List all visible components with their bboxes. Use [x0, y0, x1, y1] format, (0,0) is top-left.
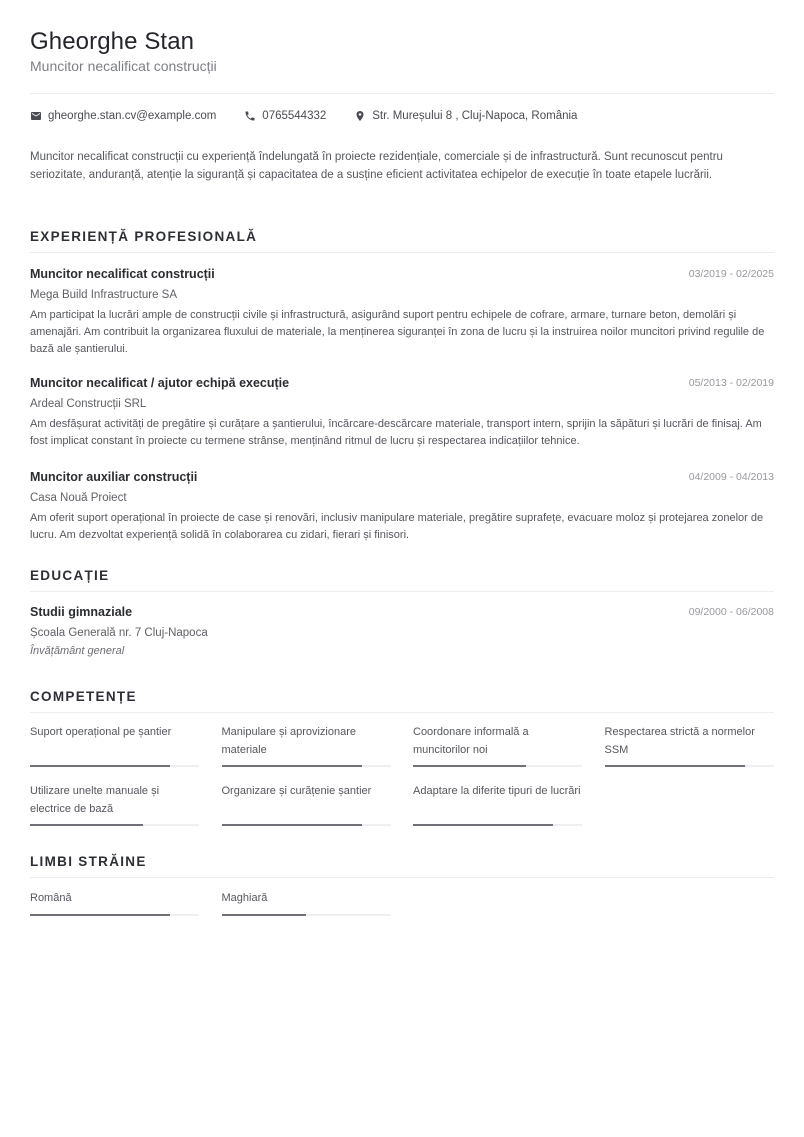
skill-item [413, 783, 582, 826]
job-title: Muncitor necalificat construcții [30, 267, 215, 281]
experience-item [30, 470, 774, 544]
skill-item [30, 783, 199, 826]
skill-level-bar [605, 765, 774, 767]
skills-grid [30, 724, 774, 826]
job-description: Am desfășurat activități de pregătire și curățare a șantierului, încărcare-descărcare materiale, transport intern, sprijin la săpături și lucrări de finisaj. Am fost implicat constant în proiecte cu termene strânse, menținând ritmul de lucru și respectarea indicațiilor tehnice. [30, 418, 762, 447]
skill-label: Suport operațional pe șantier [30, 726, 172, 738]
education-item [30, 605, 774, 657]
degree-title: Studii gimnaziale [30, 605, 133, 619]
language-level-fill [30, 914, 170, 916]
mail-icon [30, 110, 42, 122]
phone-icon [244, 110, 256, 122]
skill-level-bar [413, 765, 582, 767]
section-divider [30, 712, 774, 713]
experience-item [30, 267, 774, 358]
job-dates: 03/2019 - 02/2025 [688, 268, 774, 280]
section-title-skills: COMPETENȚE [30, 689, 137, 704]
section-divider [30, 591, 774, 592]
phone-text: 0765544332 [262, 110, 327, 122]
job-dates: 05/2013 - 02/2019 [688, 377, 774, 389]
skill-level-fill [222, 824, 362, 826]
skill-level-bar [222, 765, 391, 767]
skill-item [222, 724, 391, 767]
skill-label: Respectarea strictă a normelor SSM [604, 726, 755, 756]
job-title: Muncitor auxiliar construcții [30, 470, 198, 484]
skill-label: Manipulare și aprovizionare materiale [221, 726, 357, 756]
skill-level-bar [30, 765, 199, 767]
skill-level-bar [413, 824, 582, 826]
job-company: Ardeal Construcții SRL [30, 398, 147, 410]
job-company: Mega Build Infrastructure SA [30, 289, 178, 301]
language-level-bar [30, 914, 199, 916]
section-title-experience: EXPERIENȚĂ PROFESIONALĂ [30, 229, 258, 244]
job-title: Muncitor necalificat / ajutor echipă execuție [30, 376, 290, 390]
skill-item [605, 724, 774, 767]
candidate-name: Gheorghe Stan [30, 28, 195, 55]
skill-label: Utilizare unelte manuale și electrice de bază [30, 785, 160, 815]
language-item [222, 890, 391, 916]
section-title-languages: LIMBI STRĂINE [30, 854, 147, 869]
skill-label: Coordonare informală a muncitorilor noi [413, 726, 529, 756]
skill-label: Adaptare la diferite tipuri de lucrări [413, 785, 581, 797]
skill-level-bar [222, 824, 391, 826]
skill-level-fill [30, 824, 143, 826]
skill-level-fill [30, 765, 170, 767]
email-text: gheorghe.stan.cv@example.com [48, 110, 217, 122]
section-title-education: EDUCAȚIE [30, 568, 110, 583]
language-item [30, 890, 199, 916]
skill-level-bar [30, 824, 199, 826]
contact-email[interactable] [30, 110, 216, 122]
skill-level-fill [413, 824, 553, 826]
section-divider [30, 877, 774, 878]
job-description: Am oferit suport operațional în proiecte de case și renovări, inclusiv manipulare materiale, pregătire suprafețe, evacuare moloz și protejarea zonelor de lucru. Am dezvoltat experiență solidă în colaborarea cu zidari, fierari și finisori. [30, 512, 764, 541]
contact-row [30, 110, 605, 122]
skill-label: Organizare și curățenie șantier [221, 785, 372, 797]
job-company: Casa Nouă Proiect [30, 492, 127, 504]
school-name: Școala Generală nr. 7 Cluj-Napoca [30, 627, 208, 639]
skill-level-fill [413, 765, 526, 767]
education-note: Învățământ general [30, 645, 125, 657]
candidate-title: Muncitor necalificat construcții [30, 58, 217, 74]
skill-item [222, 783, 391, 826]
job-description: Am participat la lucrări ample de construcții civile și infrastructură, asigurând suport pentru echipele de cofrare, armare, turnare beton, demolări și amenajări. Am contribuit la organizarea fluxului de materiale, la menținerea siguranței în zona de lucru și la instruirea noilor muncitori privind regulile de bază ale șantierului. [30, 309, 765, 355]
skill-level-fill [605, 765, 745, 767]
section-divider [30, 252, 774, 253]
job-dates: 04/2009 - 04/2013 [688, 471, 774, 483]
language-level-fill [222, 914, 307, 916]
contact-phone[interactable] [244, 110, 326, 122]
language-level-bar [222, 914, 391, 916]
language-label: Maghiară [221, 892, 268, 904]
skill-level-fill [222, 765, 362, 767]
education-dates: 09/2000 - 06/2008 [688, 606, 774, 618]
language-label: Română [30, 892, 72, 904]
experience-item [30, 376, 774, 450]
contact-address [354, 110, 577, 122]
skill-item [413, 724, 582, 767]
skill-item [30, 724, 199, 767]
address-text: Str. Mureșului 8 , Cluj-Napoca, România [372, 110, 578, 122]
profile-summary: Muncitor necalificat construcții cu experiență îndelungată în proiecte rezidențiale, comerciale și de infrastructură. Sunt recunoscut pentru seriozitate, anduranță, atenție la siguranță și capacitatea de a susține eficient activitatea echipelor de execuție în toate etapele lucrării. [30, 151, 723, 181]
languages-grid [30, 890, 391, 916]
header-divider [30, 93, 774, 94]
location-pin-icon [354, 110, 366, 122]
